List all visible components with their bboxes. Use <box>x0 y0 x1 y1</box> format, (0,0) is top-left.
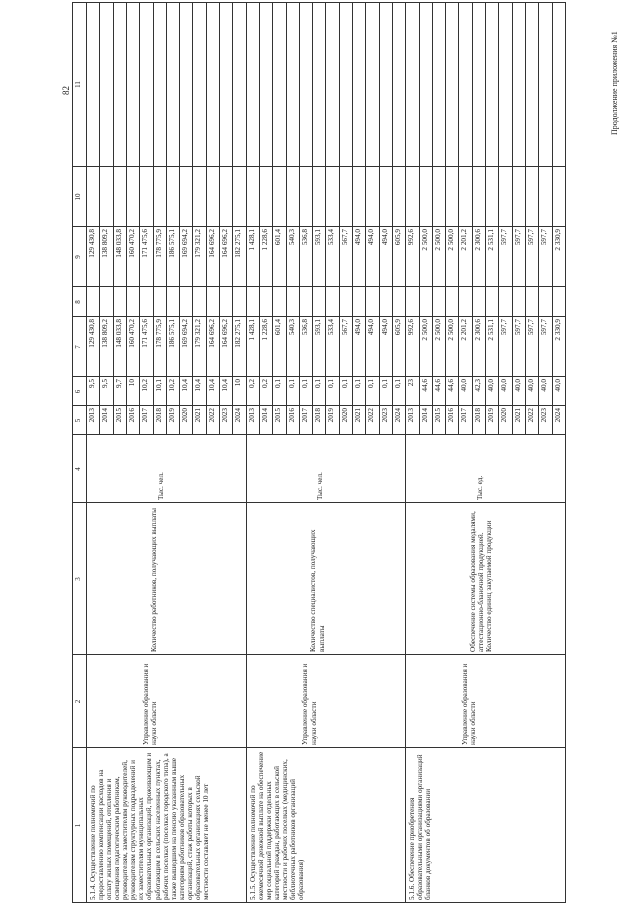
total-funding-cell: 992,6 <box>407 319 416 336</box>
regional-funding-cell: 169 694,2 <box>181 229 190 258</box>
volume-cell: 0,1 <box>327 379 336 388</box>
group-divider <box>405 2 406 903</box>
regional-funding-cell: 2 531,1 <box>487 229 495 251</box>
year-cell: 2018 <box>473 408 482 423</box>
column-border <box>72 405 565 406</box>
column-border <box>72 286 565 287</box>
year-cell: 2022 <box>207 408 216 423</box>
header-col-number: 5 <box>74 418 82 423</box>
total-funding-cell: 138 809,2 <box>101 319 110 348</box>
year-cell: 2013 <box>88 408 96 423</box>
year-cell: 2023 <box>540 408 549 423</box>
volume-cell: 0,1 <box>300 379 309 388</box>
column-border <box>72 654 565 655</box>
total-funding-cell: 597,7 <box>540 319 549 336</box>
column-border <box>72 902 565 903</box>
total-funding-cell: 1 228,6 <box>260 319 269 341</box>
regional-funding-cell: 494,0 <box>354 229 362 246</box>
total-funding-cell: 494,0 <box>380 319 389 336</box>
row-divider <box>153 2 154 435</box>
header-col-number: 9 <box>74 255 82 259</box>
appendix-note: Продолжение приложения №1 <box>610 31 619 135</box>
volume-cell: 10 <box>234 379 243 387</box>
year-cell: 2019 <box>167 408 176 423</box>
regional-funding-cell: 171 475,6 <box>141 229 150 258</box>
header-divider <box>86 2 87 903</box>
unit: Тыс. чел. <box>156 472 165 500</box>
total-funding-cell: 494,0 <box>354 319 362 336</box>
year-cell: 2023 <box>221 408 229 423</box>
year-cell: 2019 <box>327 408 336 423</box>
volume-cell: 40,0 <box>526 379 535 392</box>
row-divider <box>286 2 287 435</box>
executor: Управление образования и науки области <box>141 663 158 745</box>
header-col-number: 7 <box>74 345 82 349</box>
regional-funding-cell: 178 775,9 <box>154 229 163 258</box>
regional-funding-cell: 2 500,0 <box>447 229 456 251</box>
volume-cell: 10,2 <box>141 379 150 392</box>
column-border <box>72 316 565 317</box>
header-col-number: 4 <box>74 467 82 471</box>
total-funding-cell: 2 300,6 <box>473 319 482 341</box>
year-cell: 2017 <box>141 408 150 423</box>
measure-description: 5.1.6. Обеспечение приобретения образовательными организациями организаций бланков документов об образовании <box>408 754 433 900</box>
unit: Тыс. ед. <box>476 475 485 500</box>
executor: Управление образования и науки области <box>461 663 478 745</box>
volume-cell: 10,4 <box>181 379 190 392</box>
row-divider <box>365 2 366 435</box>
page-number: 82 <box>61 86 71 95</box>
row-divider <box>192 2 193 435</box>
regional-funding-cell: 129 430,8 <box>88 229 96 258</box>
header-col-number: 6 <box>74 389 82 394</box>
regional-funding-cell: 597,7 <box>500 229 509 246</box>
row-divider <box>538 2 539 435</box>
regional-funding-cell: 179 321,2 <box>194 229 203 258</box>
total-funding-cell: 597,7 <box>500 319 509 336</box>
regional-funding-cell: 567,7 <box>340 229 349 246</box>
total-funding-cell: 129 430,8 <box>88 319 96 348</box>
regional-funding-cell: 593,1 <box>314 229 323 246</box>
indicator: Количество работников, получающих выплаты <box>149 507 158 652</box>
volume-cell: 9,5 <box>88 379 96 388</box>
regional-funding-cell: 138 809,2 <box>101 229 110 258</box>
regional-funding-cell: 597,7 <box>540 229 549 246</box>
column-border <box>72 434 565 435</box>
year-cell: 2015 <box>433 408 442 423</box>
regional-funding-cell: 164 696,2 <box>207 229 216 258</box>
total-funding-cell: 178 775,9 <box>154 319 163 348</box>
total-funding-cell: 540,3 <box>287 319 296 336</box>
volume-cell: 10,4 <box>194 379 203 392</box>
volume-cell: 23 <box>407 379 416 387</box>
total-funding-cell: 171 475,6 <box>141 319 150 348</box>
row-divider <box>113 2 114 435</box>
row-divider <box>379 2 380 435</box>
volume-cell: 40,0 <box>500 379 509 392</box>
regional-funding-cell: 494,0 <box>380 229 389 246</box>
year-cell: 2021 <box>513 408 522 423</box>
row-divider <box>325 2 326 435</box>
row-divider <box>219 2 220 435</box>
table-border-top <box>72 2 73 903</box>
total-funding-cell: 605,9 <box>393 319 402 336</box>
regional-funding-cell: 601,4 <box>274 229 283 246</box>
row-divider <box>299 2 300 435</box>
regional-funding-cell: 494,0 <box>367 229 376 246</box>
total-funding-cell: 160 470,2 <box>127 319 136 348</box>
header-col-number: 1 <box>74 823 82 828</box>
year-cell: 2020 <box>340 408 349 423</box>
volume-cell: 0,1 <box>380 379 389 388</box>
year-cell: 2015 <box>114 408 123 423</box>
volume-cell: 0,1 <box>393 379 402 388</box>
indicator: Количество специалистов, получающих выплаты <box>309 529 326 652</box>
regional-funding-cell: 2 201,2 <box>460 229 469 251</box>
total-funding-cell: 164 696,2 <box>221 319 229 348</box>
row-divider <box>126 2 127 435</box>
year-cell: 2023 <box>380 408 389 423</box>
year-cell: 2016 <box>127 408 136 423</box>
year-cell: 2022 <box>367 408 376 423</box>
regional-funding-cell: 1 228,6 <box>260 229 269 251</box>
row-divider <box>552 2 553 435</box>
year-cell: 2016 <box>287 408 296 423</box>
row-divider <box>139 2 140 435</box>
year-cell: 2017 <box>300 408 309 423</box>
year-cell: 2018 <box>314 408 323 423</box>
year-cell: 2019 <box>487 408 495 423</box>
total-funding-cell: 2 330,9 <box>553 319 562 341</box>
executor: Управление образования и науки области <box>301 663 318 745</box>
column-border <box>72 166 565 167</box>
total-funding-cell: 593,1 <box>314 319 323 336</box>
total-funding-cell: 164 696,2 <box>207 319 216 348</box>
total-funding-cell: 536,8 <box>300 319 309 336</box>
row-divider <box>99 2 100 435</box>
total-funding-cell: 2 500,0 <box>447 319 456 341</box>
year-cell: 2015 <box>274 408 283 423</box>
volume-cell: 40,0 <box>553 379 562 392</box>
column-border <box>72 502 565 503</box>
row-divider <box>419 2 420 435</box>
row-divider <box>512 2 513 435</box>
program-table <box>72 2 612 903</box>
header-col-number: 3 <box>74 577 82 581</box>
total-funding-cell: 494,0 <box>367 319 376 336</box>
year-cell: 2020 <box>500 408 509 423</box>
year-cell: 2014 <box>420 408 429 423</box>
total-funding-cell: 597,7 <box>513 319 522 336</box>
volume-cell: 0,1 <box>367 379 376 388</box>
regional-funding-cell: 992,6 <box>407 229 416 246</box>
year-cell: 2017 <box>460 408 469 423</box>
regional-funding-cell: 1 428,1 <box>247 229 256 251</box>
row-divider <box>259 2 260 435</box>
regional-funding-cell: 2 500,0 <box>433 229 442 251</box>
year-cell: 2024 <box>234 408 243 423</box>
volume-cell: 40,0 <box>513 379 522 392</box>
volume-cell: 40,0 <box>460 379 469 392</box>
total-funding-cell: 601,4 <box>274 319 283 336</box>
year-cell: 2021 <box>354 408 362 423</box>
row-divider <box>498 2 499 435</box>
year-cell: 2013 <box>247 408 256 423</box>
row-divider <box>272 2 273 435</box>
row-divider <box>458 2 459 435</box>
total-funding-cell: 2 531,1 <box>487 319 495 341</box>
total-funding-cell: 533,4 <box>327 319 336 336</box>
volume-cell: 0,1 <box>340 379 349 388</box>
year-cell: 2018 <box>154 408 163 423</box>
total-funding-cell: 567,7 <box>340 319 349 336</box>
row-divider <box>445 2 446 435</box>
row-divider <box>392 2 393 435</box>
volume-cell: 40,0 <box>487 379 495 392</box>
year-cell: 2013 <box>407 408 416 423</box>
row-divider <box>312 2 313 435</box>
regional-funding-cell: 540,3 <box>287 229 296 246</box>
volume-cell: 44,6 <box>420 379 429 392</box>
column-border <box>72 226 565 227</box>
header-col-number: 10 <box>74 193 82 201</box>
year-cell: 2014 <box>260 408 269 423</box>
regional-funding-cell: 2 330,9 <box>553 229 562 251</box>
total-funding-cell: 169 694,2 <box>181 319 190 348</box>
total-funding-cell: 186 575,1 <box>167 319 176 348</box>
volume-cell: 0,1 <box>274 379 283 388</box>
unit: Тыс. чел. <box>316 472 325 500</box>
volume-cell: 44,6 <box>433 379 442 392</box>
row-divider <box>432 2 433 435</box>
volume-cell: 9,7 <box>114 379 123 388</box>
total-funding-cell: 597,7 <box>526 319 535 336</box>
measure-description: 5.1.4. Осуществление полномочий по предоставлению компенсации расходов на оплату жилых помещений, отопления и освещения педагогическим работникам, руководителям, заместителям руководителей, руководителям структурных подразделений и их заместителям муниципальных образовательных организаций, проживающим и работающим в сельских населенных пунктах, рабочих поселках (поселках городского типа), а также вышедшим на пенсию указанным выше категориям работников образовательных организаций, стаж работы которых в образовательных организациях сельской местности составляет не менее 10 лет <box>89 752 210 900</box>
regional-funding-cell: 160 470,2 <box>127 229 136 258</box>
volume-cell: 0,2 <box>247 379 256 388</box>
measure-description: 5.1.5. Осуществление полномочий по ежемесячной денежной выплате на обеспечение мер социальной поддержки отдельных категорий граждан, работающих в сельской местности и рабочих поселках (медицинских, библиотечных работников организаций образования) <box>248 751 305 900</box>
volume-cell: 9,5 <box>101 379 110 388</box>
volume-cell: 10 <box>127 379 136 387</box>
row-divider <box>232 2 233 435</box>
regional-funding-cell: 536,8 <box>300 229 309 246</box>
regional-funding-cell: 182 275,1 <box>234 229 243 258</box>
column-border <box>72 2 565 3</box>
volume-cell: 0,1 <box>314 379 323 388</box>
group-divider <box>246 2 247 903</box>
row-divider <box>472 2 473 435</box>
volume-cell: 44,6 <box>447 379 456 392</box>
total-funding-cell: 179 321,2 <box>194 319 203 348</box>
regional-funding-cell: 186 575,1 <box>167 229 176 258</box>
volume-cell: 42,3 <box>473 379 482 392</box>
year-cell: 2014 <box>101 408 110 423</box>
year-cell: 2016 <box>447 408 456 423</box>
regional-funding-cell: 597,7 <box>513 229 522 246</box>
header-col-number: 8 <box>74 300 82 304</box>
volume-cell: 10,2 <box>167 379 176 392</box>
row-divider <box>352 2 353 435</box>
group-divider <box>565 2 566 903</box>
row-divider <box>339 2 340 435</box>
year-cell: 2020 <box>181 408 190 423</box>
volume-cell: 0,1 <box>287 379 296 388</box>
total-funding-cell: 148 033,8 <box>114 319 123 348</box>
regional-funding-cell: 597,7 <box>526 229 535 246</box>
total-funding-cell: 2 500,0 <box>433 319 442 341</box>
row-divider <box>525 2 526 435</box>
volume-cell: 10,4 <box>221 379 229 392</box>
column-border <box>72 376 565 377</box>
total-funding-cell: 182 275,1 <box>234 319 243 348</box>
total-funding-cell: 2 500,0 <box>420 319 429 341</box>
row-divider <box>166 2 167 435</box>
year-cell: 2024 <box>553 408 562 423</box>
row-divider <box>179 2 180 435</box>
header-col-number: 11 <box>74 81 82 88</box>
regional-funding-cell: 2 300,6 <box>473 229 482 251</box>
year-cell: 2024 <box>393 408 402 423</box>
regional-funding-cell: 605,9 <box>393 229 402 246</box>
row-divider <box>485 2 486 435</box>
regional-funding-cell: 164 696,2 <box>221 229 229 258</box>
regional-funding-cell: 148 033,8 <box>114 229 123 258</box>
row-divider <box>206 2 207 435</box>
regional-funding-cell: 2 500,0 <box>420 229 429 251</box>
volume-cell: 10,4 <box>207 379 216 392</box>
volume-cell: 0,2 <box>260 379 269 388</box>
total-funding-cell: 1 428,1 <box>247 319 256 341</box>
volume-cell: 40,0 <box>540 379 549 392</box>
regional-funding-cell: 533,4 <box>327 229 336 246</box>
year-cell: 2022 <box>526 408 535 423</box>
total-funding-cell: 2 201,2 <box>460 319 469 341</box>
volume-cell: 10,1 <box>154 379 163 392</box>
column-border <box>72 747 565 748</box>
volume-cell: 0,1 <box>354 379 362 388</box>
header-col-number: 2 <box>74 699 82 704</box>
indicator: Обеспечение системы образования медалями, аттестационно-бланочной продукцией. Количество единиц закупаемой продукции <box>469 511 494 652</box>
year-cell: 2021 <box>194 408 203 423</box>
